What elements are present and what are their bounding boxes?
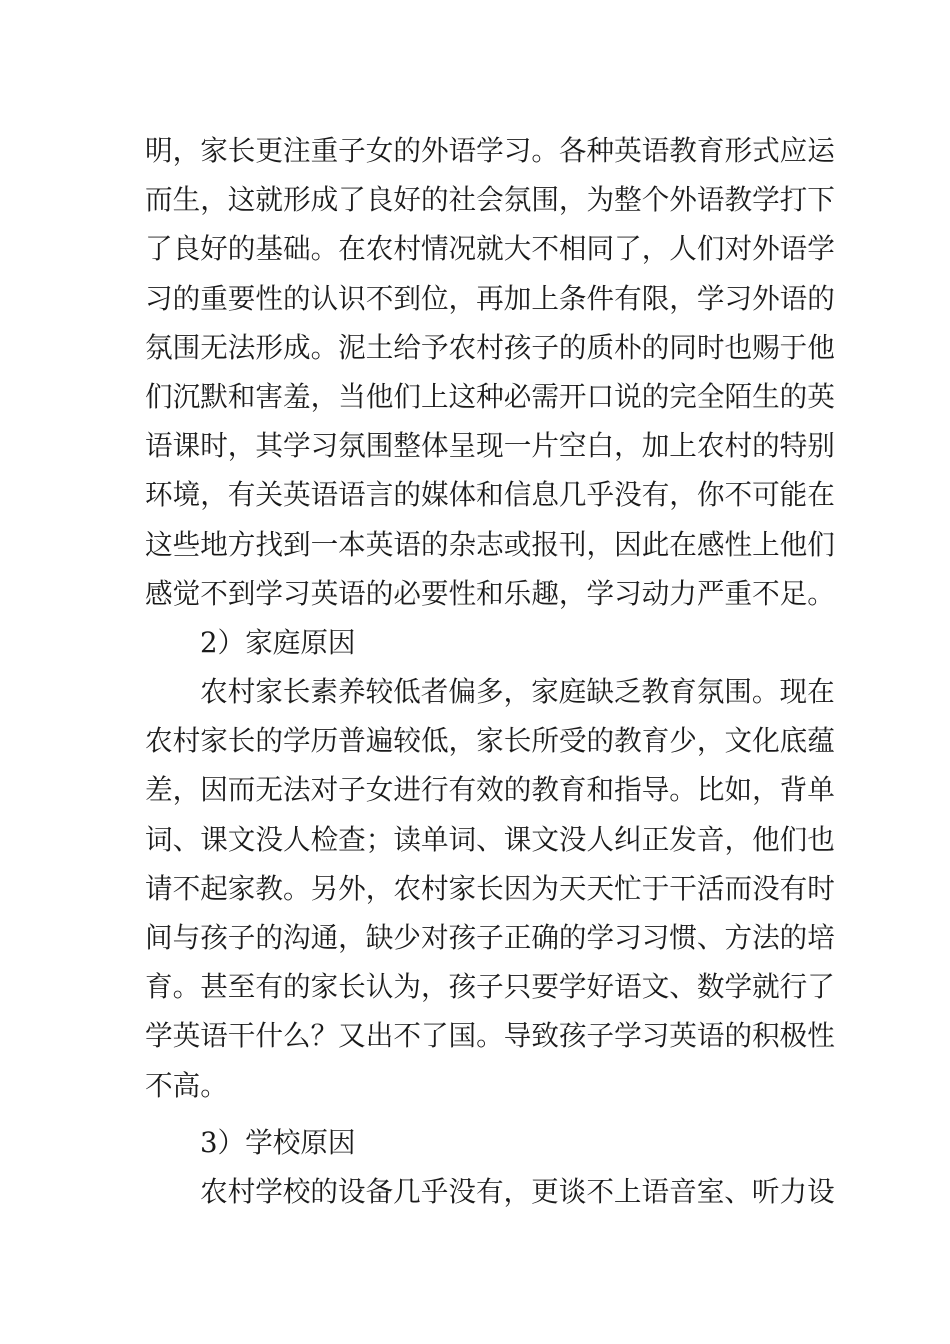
text-line: 间与孩子的沟通，缺少对孩子正确的学习习惯、方法的培 [145, 921, 835, 954]
paragraph-gap [145, 1110, 810, 1118]
text-line: 而生，这就形成了良好的社会氛围，为整个外语教学打下 [145, 183, 835, 217]
paragraph-start-line: 农村家长素养较低者偏多，家庭缺乏教育氛围。现在 [200, 675, 835, 709]
text-line: 差，因而无法对子女进行有效的教育和指导。比如，背单 [145, 773, 835, 807]
paragraph-start-line: 农村学校的设备几乎没有，更谈不上语音室、听力设 [200, 1174, 835, 1208]
text-line: 明，家长更注重子女的外语学习。各种英语教育形式应运 [145, 134, 835, 167]
text-line: 育。甚至有的家长认为，孩子只要学好语文、数学就行了 [145, 970, 835, 1004]
text-line: 这些地方找到一本英语的杂志或报刊，因此在感性上他们 [145, 527, 835, 561]
text-line: 语课时，其学习氛围整体呈现一片空白，加上农村的特别 [145, 429, 835, 463]
section-heading-family: 2）家庭原因 [200, 625, 356, 659]
text-line: 词、课文没人检查；读单词、课文没人纠正发音，他们也 [145, 822, 835, 856]
body-text [145, 126, 835, 1216]
text-line: 学英语干什么？又出不了国。导致孩子学习英语的积极性 [145, 1019, 835, 1053]
text-line: 习的重要性的认识不到位，再加上条件有限，学习外语的 [145, 281, 835, 315]
text-line: 不高。 [145, 1068, 228, 1102]
text-line: 环境，有关英语语言的媒体和信息几乎没有，你不可能在 [145, 478, 835, 512]
text-line: 了良好的基础。在农村情况就大不相同了，人们对外语学 [145, 232, 835, 266]
text-line: 感觉不到学习英语的必要性和乐趣，学习动力严重不足。 [145, 576, 835, 610]
text-line: 农村家长的学历普遍较低，家长所受的教育少，文化底蕴 [145, 724, 835, 758]
section-heading-school: 3）学校原因 [200, 1125, 356, 1159]
text-line: 请不起家教。另外，农村家长因为天天忙于干活而没有时 [145, 871, 835, 905]
text-line: 氛围无法形成。泥土给予农村孩子的质朴的同时也赐于他 [145, 330, 835, 364]
text-line: 们沉默和害羞，当他们上这种必需开口说的完全陌生的英 [145, 379, 835, 413]
